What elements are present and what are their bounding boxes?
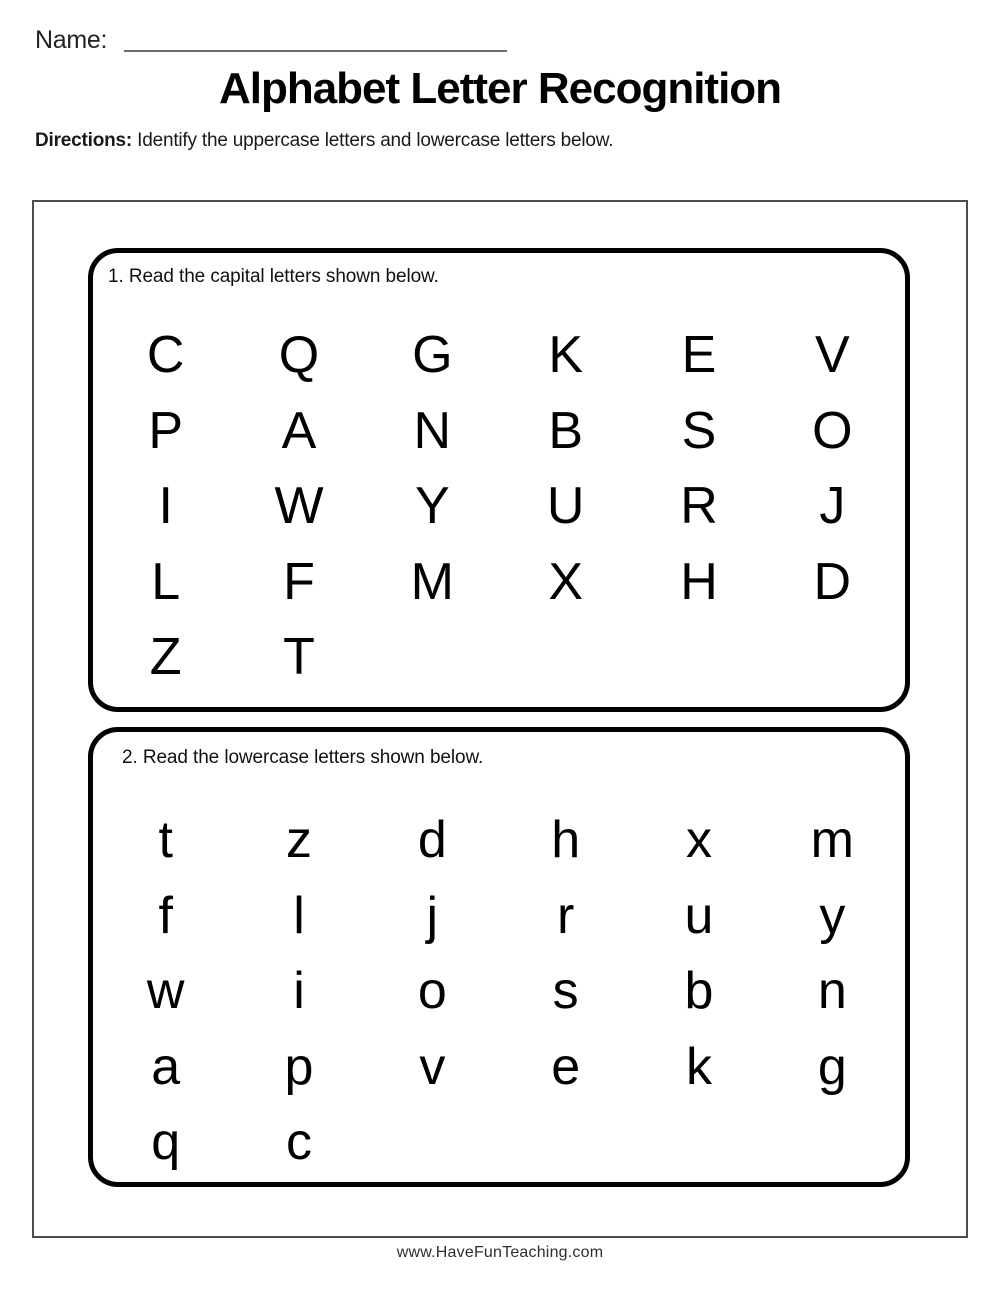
letter-cell: F	[283, 552, 315, 611]
letter-cell: C	[146, 326, 185, 384]
footer-website: www.HaveFunTeaching.com	[396, 1244, 604, 1261]
capital-letters-prompt: 1. Read the capital letters shown below.	[108, 266, 439, 287]
letter-cell: N	[413, 401, 452, 460]
worksheet-frame	[32, 200, 968, 1238]
lowercase-letters-section	[88, 727, 910, 1187]
letter-cell: q	[151, 1113, 181, 1171]
letter-cell: T	[283, 628, 315, 686]
letter-cell: R	[680, 477, 718, 535]
letter-cell: S	[681, 401, 717, 460]
letter-cell: A	[281, 401, 317, 460]
letter-cell: U	[546, 477, 585, 535]
letter-cell: v	[419, 1037, 446, 1096]
name-label: Name:	[35, 26, 108, 54]
letter-cell: D	[813, 552, 852, 611]
directions-text: Identify the uppercase letters and lowercase letters below.	[137, 130, 614, 151]
letter-cell: e	[551, 1037, 581, 1096]
name-row	[35, 26, 507, 55]
letter-cell: Z	[149, 628, 182, 686]
letter-cell: I	[158, 477, 173, 535]
letter-cell: p	[284, 1037, 314, 1096]
letter-cell: X	[548, 552, 583, 611]
letter-cell: W	[274, 477, 324, 535]
letter-cell: t	[158, 811, 173, 869]
page-title: Alphabet Letter Recognition	[218, 64, 782, 113]
letter-cell: O	[812, 401, 853, 460]
letter-cell: H	[680, 552, 718, 611]
letter-cell: Y	[414, 477, 450, 535]
capital-letters-section	[88, 248, 910, 712]
letter-cell: d	[417, 811, 447, 869]
directions-label: Directions:	[35, 130, 133, 151]
letter-cell: P	[148, 401, 183, 460]
letter-cell: z	[285, 811, 312, 869]
letter-cell: u	[684, 886, 714, 945]
name-blank-line[interactable]	[124, 32, 507, 52]
lowercase-letters-prompt: 2. Read the lowercase letters shown below.	[122, 747, 484, 768]
letter-cell: K	[548, 326, 583, 384]
letter-cell: B	[548, 401, 583, 460]
letter-cell: j	[426, 886, 439, 945]
letter-cell: l	[293, 886, 305, 945]
letter-cell: k	[685, 1037, 712, 1096]
letter-cell: h	[551, 811, 581, 869]
capital-letters-grid	[99, 318, 899, 696]
letter-cell: f	[158, 886, 173, 945]
letter-cell: b	[684, 962, 714, 1020]
directions	[35, 130, 613, 152]
letter-cell: L	[151, 552, 181, 611]
letter-cell: Q	[278, 326, 320, 384]
letter-cell: i	[293, 962, 305, 1020]
letter-cell: G	[412, 326, 453, 384]
letter-cell: E	[681, 326, 717, 384]
letter-cell: x	[685, 811, 712, 869]
lowercase-letters-grid	[99, 803, 899, 1181]
letter-cell: w	[146, 962, 185, 1020]
letter-cell: r	[556, 886, 575, 945]
letter-cell: M	[410, 552, 454, 611]
letter-cell: J	[819, 477, 846, 535]
letter-cell: s	[552, 962, 579, 1020]
letter-cell: c	[285, 1113, 312, 1171]
letter-cell: a	[151, 1037, 181, 1096]
letter-cell: V	[814, 326, 850, 384]
letter-cell: y	[819, 886, 846, 945]
letter-cell: o	[417, 962, 447, 1020]
letter-cell: g	[817, 1037, 847, 1096]
letter-cell: m	[810, 811, 854, 869]
letter-cell: n	[817, 962, 847, 1020]
